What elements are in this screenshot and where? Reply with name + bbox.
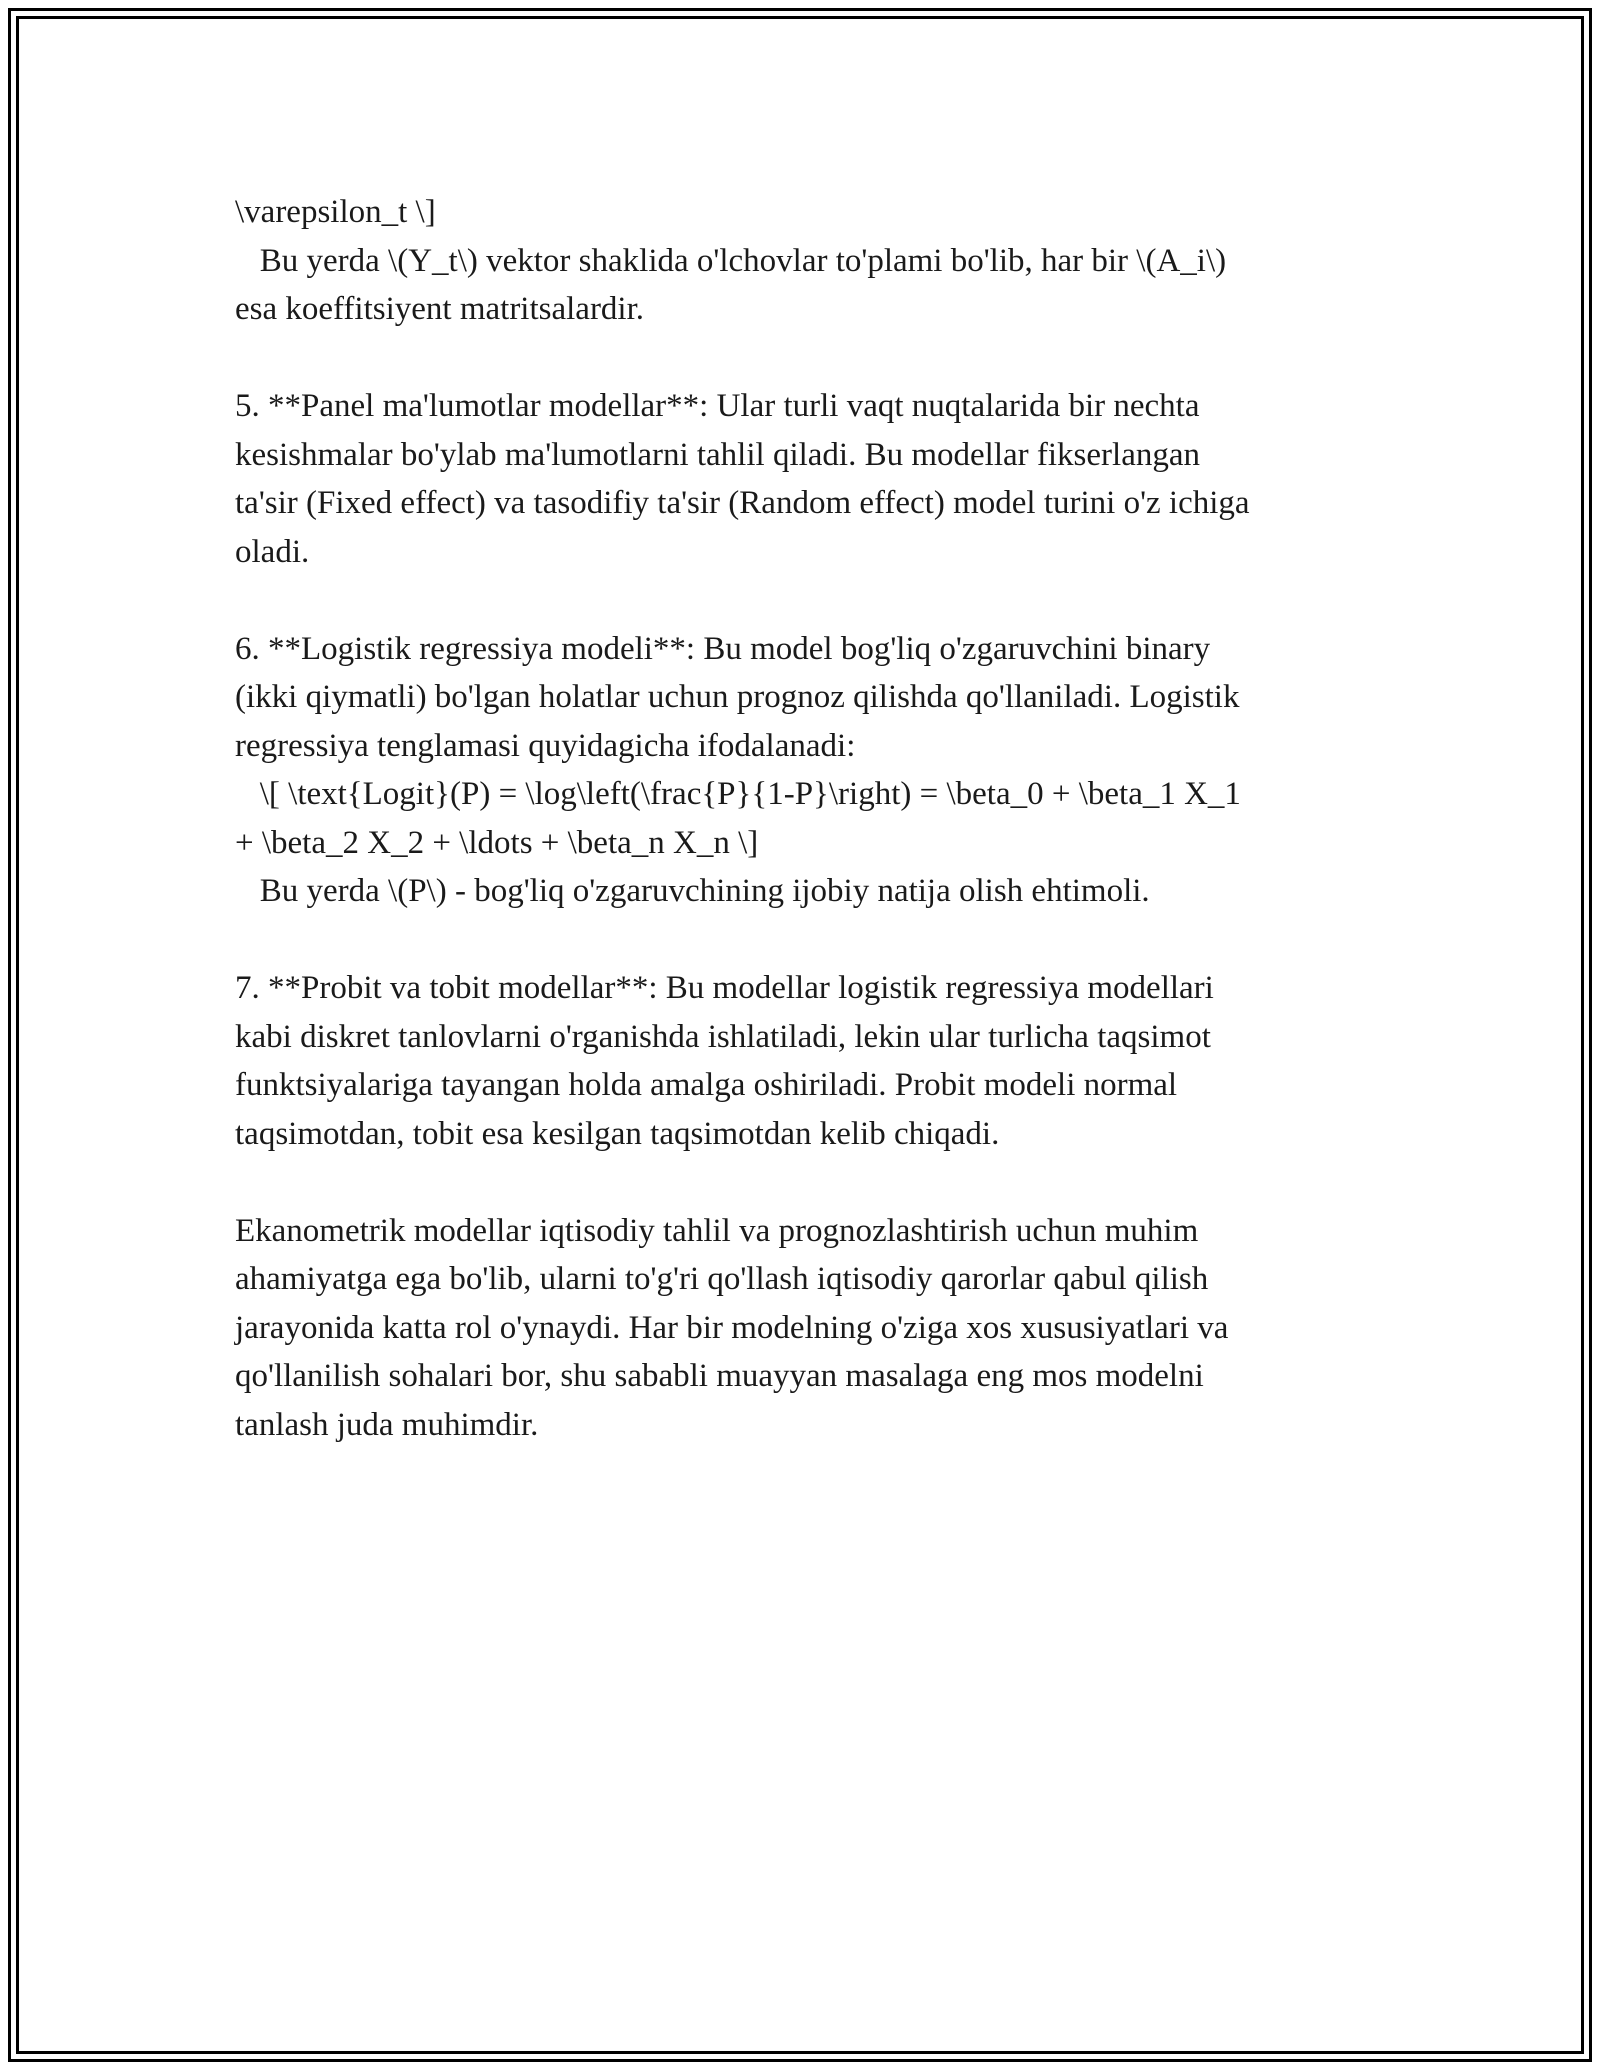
text-line: \varepsilon_t \] [235,194,436,230]
document-body [235,188,1385,1449]
paragraph-var-model-end [235,188,1385,334]
paragraph-conclusion [235,1207,1385,1450]
paragraph-logistic-regression [235,625,1385,916]
text-line: ta'sir (Fixed effect) va tasodifiy ta'sir (Random effect) model turini o'z ichiga [235,485,1250,521]
text-line: 6. **Logistik regressiya modeli**: Bu model bog'liq o'zgaruvchini binary [235,630,1211,667]
text-line: Bu yerda \(Y_t\) vektor shaklida o'lchovlar to'plami bo'lib, har bir \(A_i\) [235,242,1227,279]
text-line: (ikki qiymatli) bo'lgan holatlar uchun prognoz qilishda qo'llaniladi. Logistik [235,679,1240,715]
text-line: Bu yerda \(P\) - bog'liq o'zgaruvchining ijobiy natija olish ehtimoli. [235,873,1150,909]
text-line: Ekanometrik modellar iqtisodiy tahlil va prognozlashtirish uchun muhim [235,1212,1199,1249]
formula-line: \[ \text{Logit}(P) = \log\left(\frac{P}{1-P}\right) = \beta_0 + \beta_1 X_1 [235,776,1241,812]
paragraph-probit-tobit [235,964,1385,1158]
text-line: ahamiyatga ega bo'lib, ularni to'g'ri qo'llash iqtisodiy qarorlar qabul qilish [235,1261,1209,1297]
paragraph-panel-models [235,382,1385,576]
text-line: 7. **Probit va tobit modellar**: Bu modellar logistik regressiya modellari [235,970,1214,1006]
text-line: 5. **Panel ma'lumotlar modellar**: Ular turli vaqt nuqtalarida bir nechta [235,388,1200,424]
paragraph-gap [235,1158,1385,1207]
paragraph-gap [235,576,1385,625]
text-line: jarayonida katta rol o'ynaydi. Har bir modelning o'ziga xos xususiyatlari va [235,1309,1229,1346]
text-line: regressiya tenglamasi quyidagicha ifodalanadi: [235,727,856,764]
text-line: oladi. [235,533,310,570]
text-line: esa koeffitsiyent matritsalardir. [235,291,645,327]
text-line: kabi diskret tanlovlarni o'rganishda ishlatiladi, lekin ular turlicha taqsimot [235,1018,1211,1055]
paragraph-gap [235,334,1385,383]
text-line: funktsiyalariga tayangan holda amalga oshiriladi. Probit modeli normal [235,1067,1178,1103]
text-line: kesishmalar bo'ylab ma'lumotlarni tahlil qiladi. Bu modellar fikserlangan [235,436,1200,473]
text-line: tanlash juda muhimdir. [235,1406,539,1443]
text-line: taqsimotdan, tobit esa kesilgan taqsimotdan kelib chiqadi. [235,1115,1000,1152]
text-line: qo'llanilish sohalari bor, shu sababli muayyan masalaga eng mos modelni [235,1358,1204,1394]
formula-line: + \beta_2 X_2 + \ldots + \beta_n X_n \] [235,824,759,861]
paragraph-gap [235,916,1385,965]
